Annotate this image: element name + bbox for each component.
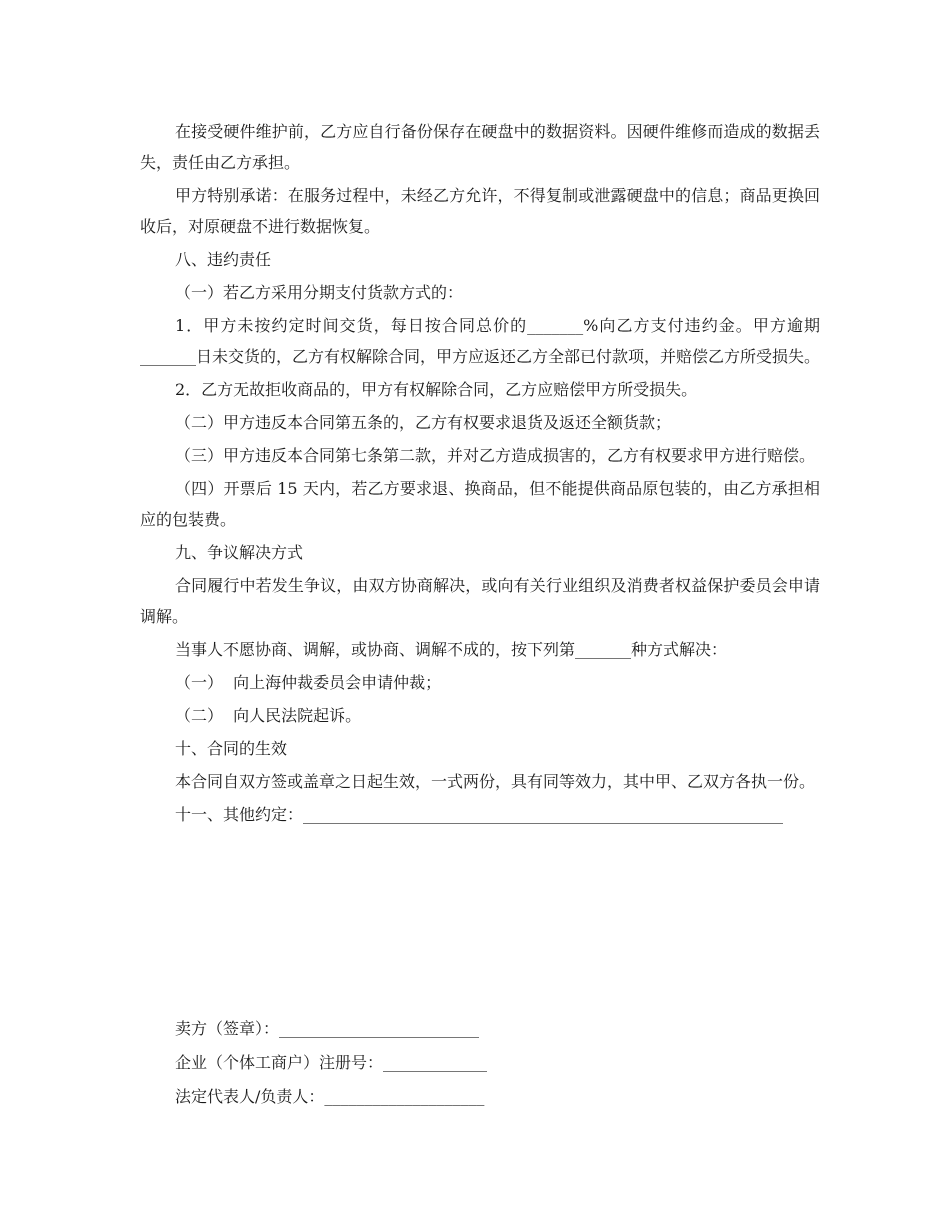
signature-seller: 卖方（签章）：_________________________ xyxy=(175,1019,480,1038)
section-heading-dispute: 九、争议解决方式 xyxy=(175,543,304,562)
paragraph-resolution-method: 当事人不愿协商、调解，或协商、调解不成的，按下列第_______种方式解决： xyxy=(175,640,728,659)
paragraph-party-a-commitment: 甲方特别承诺：在服务过程中，未经乙方允许，不得复制或泄露硬盘中的信息；商品更换回收后，对原硬盘不进行数据恢复。 xyxy=(140,186,820,236)
clause-packaging: （四）开票后 15 天内，若乙方要求退、换商品，但不能提供商品原包装的，由乙方承担相应的包装费。 xyxy=(140,479,820,529)
section-heading-breach: 八、违约责任 xyxy=(175,250,272,269)
section-heading-effect: 十、合同的生效 xyxy=(175,739,288,758)
section-other-agreements: 十一、其他约定：____________________________________________________________ xyxy=(175,805,784,824)
option-court: （二） 向人民法院起诉。 xyxy=(175,706,362,725)
clause-late-delivery: 1．甲方未按约定时间交货，每日按合同总价的_______%向乙方支付违约金。甲方逾期_______日未交货的，乙方有权解除合同，甲方应返还乙方全部已付款项，并赔偿乙方所受损失。 xyxy=(140,316,821,366)
signature-registration-number: 企业（个体工商户）注册号：_____________ xyxy=(175,1053,488,1072)
clause-refusal: 2．乙方无故拒收商品的，甲方有权解除合同，乙方应赔偿甲方所受损失。 xyxy=(175,380,698,399)
clause-article-seven: （三）甲方违反本合同第七条第二款，并对乙方造成损害的，乙方有权要求甲方进行赔偿。 xyxy=(175,446,816,465)
contract-body xyxy=(140,116,820,830)
paragraph-mediation: 合同履行中若发生争议，由双方协商解决，或向有关行业组织及消费者权益保护委员会申请调解。 xyxy=(140,576,820,626)
clause-article-five: （二）甲方违反本合同第五条的，乙方有权要求退货及返还全额货款； xyxy=(175,413,672,432)
signature-legal-representative: 法定代表人/负责人：____________________ xyxy=(175,1087,485,1106)
paragraph-effect: 本合同自双方签或盖章之日起生效，一式两份，具有同等效力，其中甲、乙双方各执一份。 xyxy=(175,772,816,791)
option-arbitration: （一） 向上海仲裁委员会申请仲裁； xyxy=(175,673,442,692)
paragraph-hardware-backup: 在接受硬件维护前，乙方应自行备份保存在硬盘中的数据资料。因硬件维修而造成的数据丢失，责任由乙方承担。 xyxy=(140,122,820,172)
clause-installment: （一）若乙方采用分期支付货款方式的： xyxy=(175,283,464,302)
